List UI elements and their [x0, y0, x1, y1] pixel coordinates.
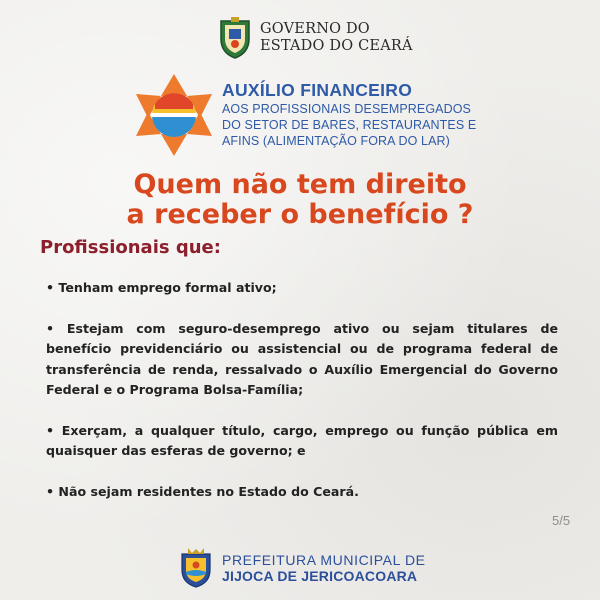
program-subtitle-line-2: DO SETOR DE BARES, RESTAURANTES E: [222, 118, 477, 132]
page-title-line-1: Quem não tem direito: [133, 169, 467, 200]
gov-line-1: GOVERNO DO: [260, 21, 370, 37]
municipality-name: [222, 552, 426, 584]
list-item: • Tenham emprego formal ativo;: [46, 280, 277, 295]
list-item: • Estejam com seguro-desemprego ativo ou sejam titulares de benefício previdenciário ou assistencial ou de programa federal de transferência de renda, ressalvado o Auxílio Emergencial do Governo Federal e o Programa Bolsa-Família;: [46, 320, 558, 397]
program-subtitle-line-1: AOS PROFISSIONAIS DESEMPREGADOS: [222, 102, 471, 116]
sun-star-logo-icon: [136, 74, 212, 156]
program-description: [222, 80, 522, 149]
state-government-name: [260, 21, 413, 55]
state-government-header: [218, 16, 413, 60]
program-banner: [136, 74, 476, 166]
list-item: • Exerçam, a qualquer título, cargo, emprego ou função pública em quaisquer das esferas de governo; e: [46, 422, 558, 458]
municipal-footer: [178, 548, 426, 588]
section-subtitle: Profissionais que:: [40, 237, 221, 258]
program-title: AUXÍLIO FINANCEIRO: [222, 80, 413, 100]
footer-line-2: JIJOCA DE JERICOACOARA: [222, 568, 418, 584]
program-subtitle-line-3: AFINS (ALIMENTAÇÃO FORA DO LAR): [222, 134, 450, 148]
ineligibility-list: [46, 278, 558, 522]
list-item: • Não sejam residentes no Estado do Ceará.: [46, 483, 359, 499]
page-title-line-2: a receber o benefício ?: [126, 199, 474, 230]
page-indicator: 5/5: [552, 513, 571, 528]
ceara-coat-of-arms-icon: [218, 17, 252, 59]
footer-line-1: PREFEITURA MUNICIPAL DE: [222, 552, 426, 568]
jijoca-coat-of-arms-icon: [178, 548, 214, 588]
page-title: [0, 170, 600, 230]
gov-line-2: ESTADO DO CEARÁ: [260, 38, 413, 54]
